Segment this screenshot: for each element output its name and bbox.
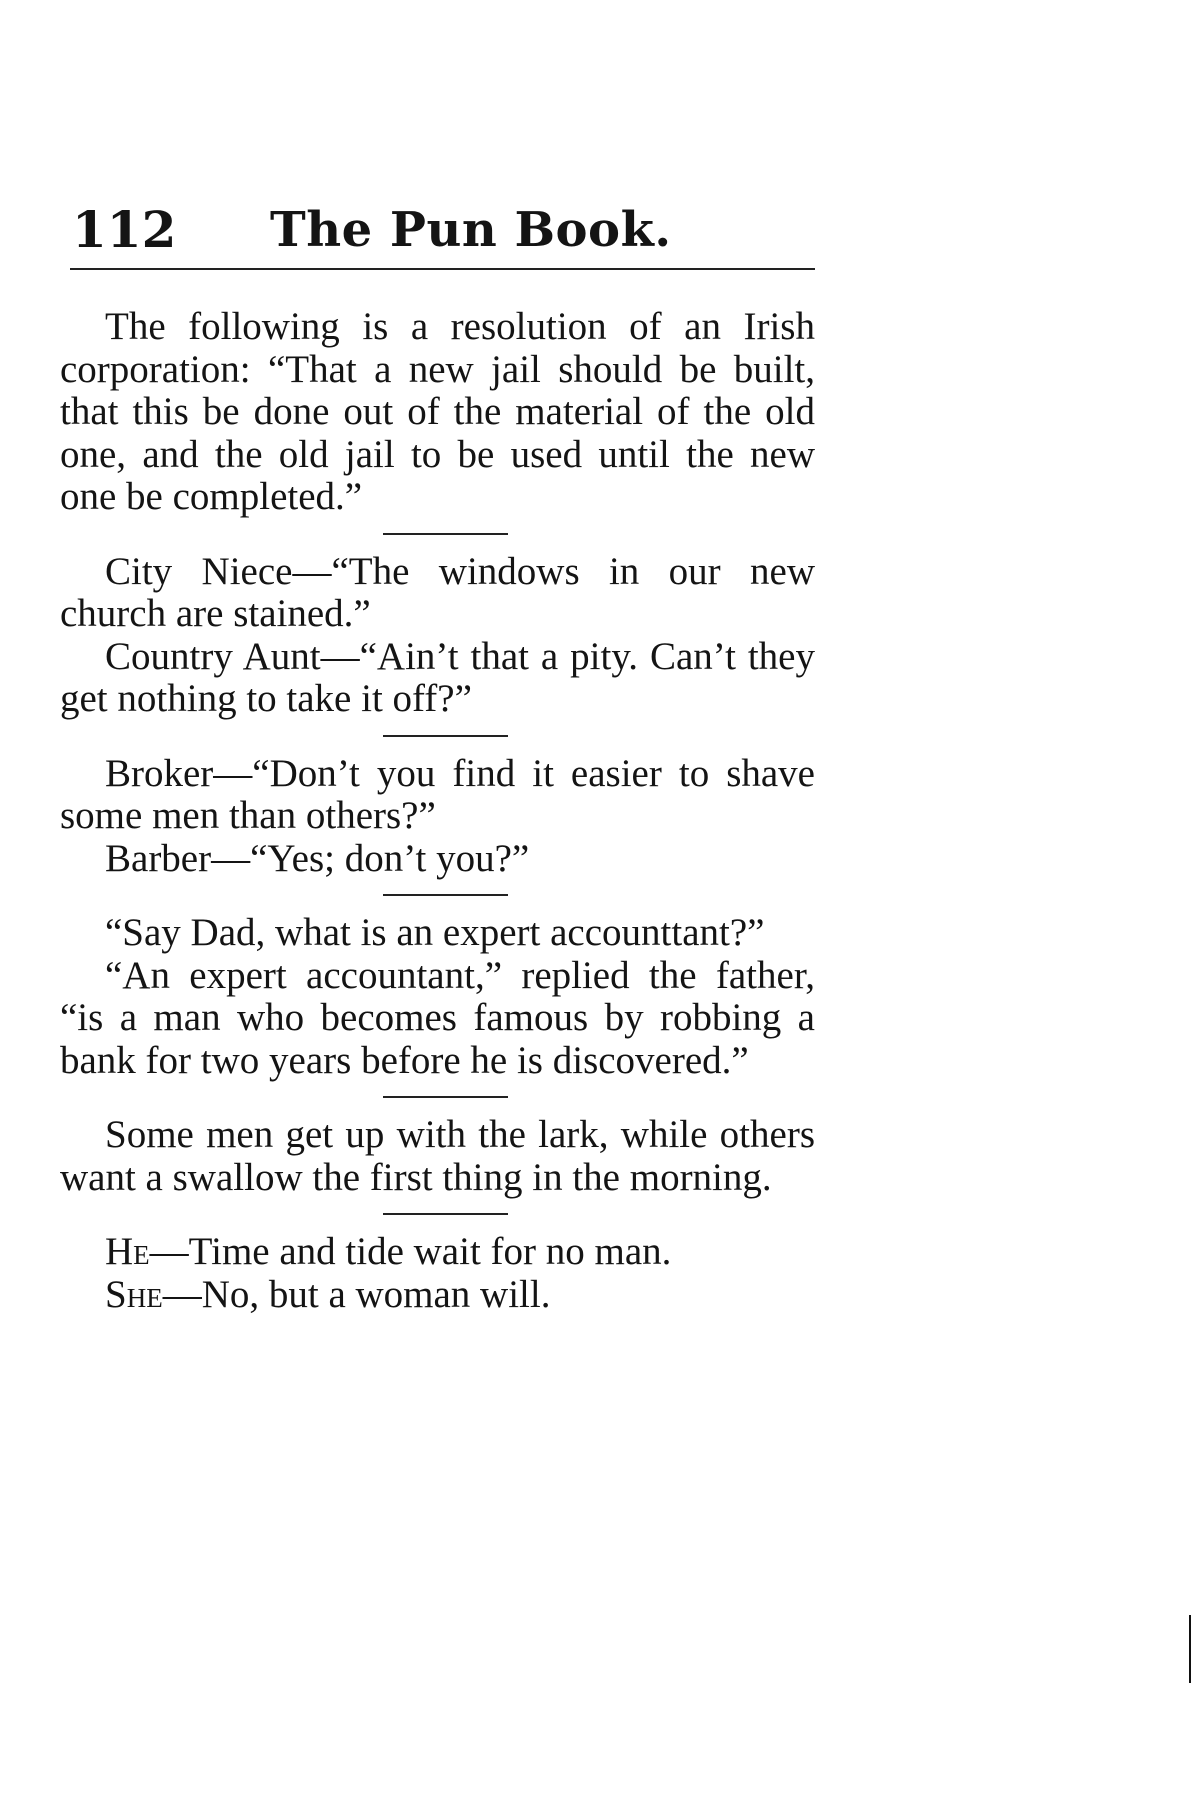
joke-paragraph: City Niece—“The windows in our new church are stained.”: [60, 549, 815, 635]
running-title: The Pun Book.: [270, 202, 672, 258]
dialogue-line: [60, 1274, 815, 1317]
page-header: [70, 200, 815, 270]
joke-entry: [60, 753, 815, 881]
joke-paragraph: Some men get up with the lark, while others want a swallow the first thing in the morning.: [60, 1113, 815, 1199]
page-number: 112: [72, 200, 177, 259]
separator-rule: [383, 1096, 508, 1098]
dialogue-line: [60, 1231, 815, 1274]
dialogue-text: —No, but a woman will.: [162, 1272, 551, 1316]
page-body: [60, 306, 815, 1316]
joke-paragraph: Country Aunt—“Ain’t that a pity. Can’t they get nothing to take it off?”: [60, 634, 815, 720]
separator-rule: [383, 894, 508, 896]
joke-paragraph: Barber—“Yes; don’t you?”: [105, 836, 530, 880]
joke-paragraph: The following is a resolution of an Irish corporation: “That a new jail should be built, that this be done out of the material of the old one, and the old jail to be used until the new one be completed.”: [60, 305, 815, 518]
speaker-name: He: [105, 1230, 150, 1273]
speaker-name: She: [105, 1272, 163, 1316]
joke-paragraph: Broker—“Don’t you find it easier to shave some men than others?”: [60, 751, 815, 837]
joke-paragraph: “An expert accountant,” replied the father, “is a man who becomes famous by robbing a bank for two years before he is discovered.”: [60, 953, 815, 1082]
joke-entry: [60, 551, 815, 721]
separator-rule: [383, 1213, 508, 1215]
joke-entry: [60, 912, 815, 1082]
joke-entry: [60, 306, 815, 519]
joke-paragraph: “Say Dad, what is an expert accounttant?”: [105, 911, 765, 954]
separator-rule: [383, 533, 508, 535]
joke-entry: [60, 1114, 815, 1199]
dialogue-text: —Time and tide wait for no man.: [149, 1230, 672, 1273]
joke-entry: [60, 1231, 815, 1316]
margin-mark: [1189, 1615, 1191, 1683]
separator-rule: [383, 735, 508, 737]
